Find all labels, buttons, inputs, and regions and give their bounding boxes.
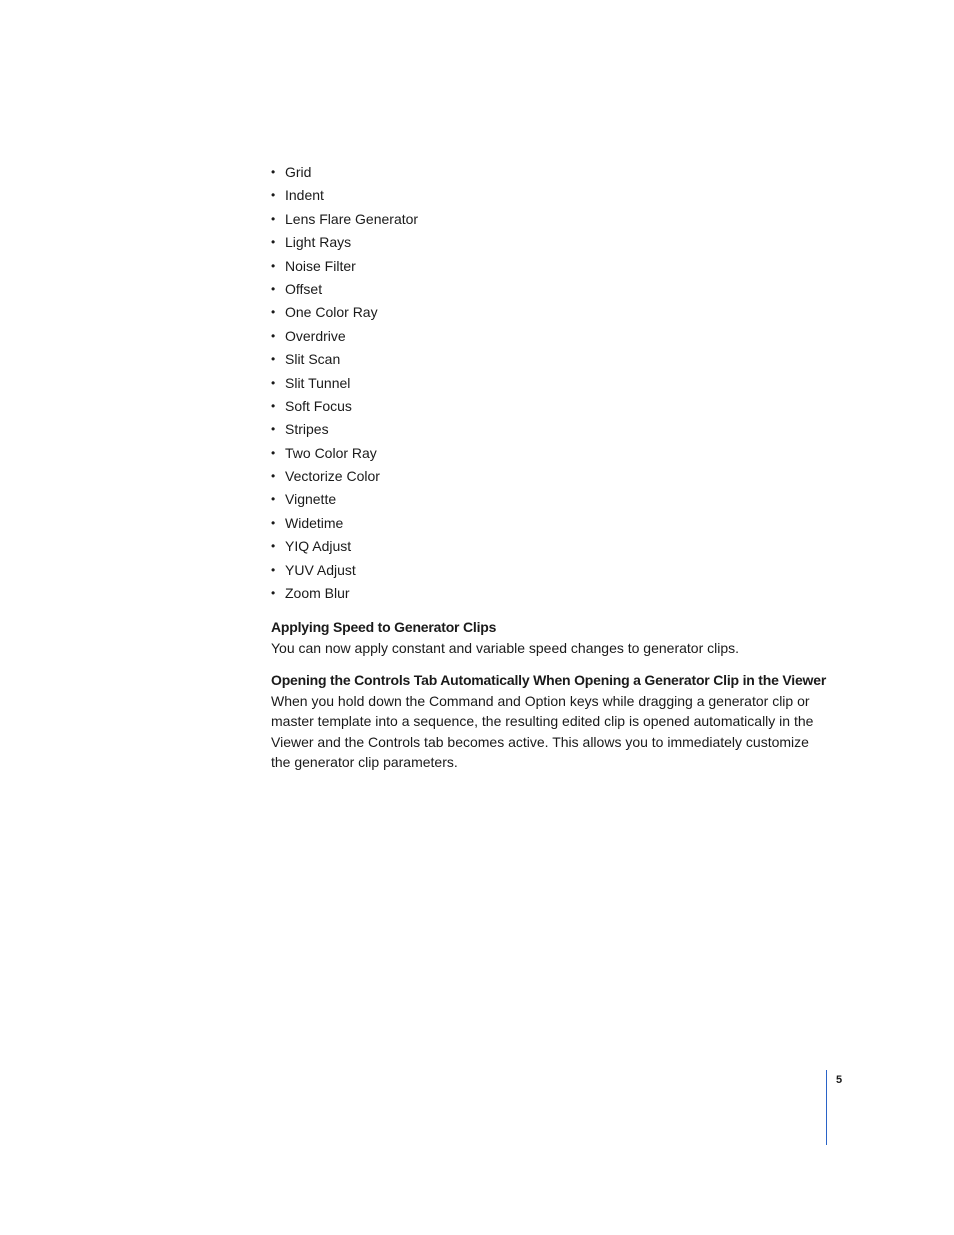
list-item: [271, 255, 831, 278]
list-item: [271, 301, 831, 324]
list-item: [271, 161, 831, 184]
section-body: You can now apply constant and variable speed changes to generator clips.: [271, 639, 740, 656]
page-content: [271, 161, 831, 773]
page-number: 5: [836, 1074, 843, 1086]
list-item-label: Offset: [285, 280, 323, 297]
bullet-icon: •: [271, 281, 276, 296]
bullet-icon: •: [271, 515, 276, 530]
list-item: [271, 372, 831, 395]
bullet-icon: •: [271, 352, 276, 367]
bullet-icon: •: [271, 562, 276, 577]
bullet-icon: •: [271, 188, 276, 203]
bullet-icon: •: [271, 586, 276, 601]
bullet-icon: •: [271, 305, 276, 320]
generator-list: [271, 161, 831, 605]
bullet-icon: •: [271, 398, 276, 413]
bullet-icon: •: [271, 422, 276, 437]
list-item: [271, 512, 831, 535]
bullet-icon: •: [271, 211, 276, 226]
list-item-label: Vectorize Color: [285, 468, 380, 485]
list-item-label: Light Rays: [285, 234, 352, 251]
section-controls-tab: [271, 670, 831, 773]
list-item: [271, 348, 831, 371]
bullet-icon: •: [271, 469, 276, 484]
section-body: When you hold down the Command and Option keys while dragging a generator clip or master template into a sequence, the resulting edited clip is opened automatically in the Viewer and the Controls tab becomes active. This allows you to immediately customize the generator clip parameters.: [271, 692, 814, 771]
list-item: [271, 418, 831, 441]
list-item: [271, 465, 831, 488]
bullet-icon: •: [271, 258, 276, 273]
list-item-label: Zoom Blur: [285, 585, 350, 602]
list-item: [271, 325, 831, 348]
list-item-label: Lens Flare Generator: [285, 210, 419, 227]
list-item-label: YIQ Adjust: [285, 538, 352, 555]
bullet-icon: •: [271, 539, 276, 554]
list-item-label: Indent: [285, 187, 324, 204]
list-item-label: Grid: [285, 164, 312, 180]
list-item: [271, 582, 831, 605]
bullet-icon: •: [271, 235, 276, 250]
list-item-label: One Color Ray: [285, 304, 378, 321]
list-item-label: Slit Scan: [285, 351, 341, 368]
bullet-icon: •: [271, 492, 276, 507]
list-item-label: Two Color Ray: [285, 444, 377, 461]
bullet-icon: •: [271, 165, 276, 179]
page-number-rule: [826, 1070, 827, 1145]
list-item: [271, 395, 831, 418]
list-item-label: YUV Adjust: [285, 561, 356, 578]
list-item-label: Overdrive: [285, 327, 346, 344]
list-item: [271, 231, 831, 254]
list-item-label: Slit Tunnel: [285, 374, 351, 391]
list-item: [271, 278, 831, 301]
list-item: [271, 184, 831, 207]
list-item: [271, 208, 831, 231]
list-item-label: Noise Filter: [285, 257, 356, 274]
list-item-label: Soft Focus: [285, 397, 352, 414]
bullet-icon: •: [271, 375, 276, 390]
section-heading: Applying Speed to Generator Clips: [271, 619, 497, 636]
list-item-label: Vignette: [285, 491, 337, 508]
list-item: [271, 535, 831, 558]
list-item: [271, 559, 831, 582]
list-item-label: Stripes: [285, 421, 329, 438]
list-item: [271, 488, 831, 511]
bullet-icon: •: [271, 445, 276, 460]
section-heading: Opening the Controls Tab Automatically When Opening a Generator Clip in the Viewer: [271, 672, 827, 689]
list-item-label: Widetime: [285, 514, 344, 531]
section-speed-generator-clips: [271, 617, 831, 658]
bullet-icon: •: [271, 328, 276, 343]
list-item: [271, 442, 831, 465]
